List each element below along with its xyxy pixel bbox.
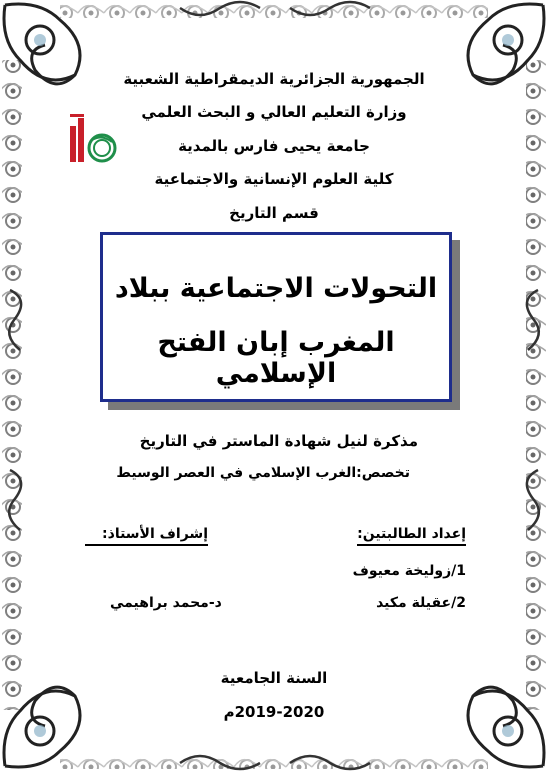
faculty-name: كلية العلوم الإنسانية والاجتماعية <box>154 170 394 188</box>
specialty-statement: تخصص:الغرب الإسلامي في العصر الوسيط <box>116 465 410 481</box>
supervisor-name: د-محمد براهيمي <box>110 595 222 611</box>
department-name: قسم التاريخ <box>229 204 319 222</box>
academic-year: 2019-2020م <box>223 703 325 721</box>
thesis-title-line2: المغرب إبان الفتح الإسلامي <box>157 327 395 389</box>
thesis-title-box <box>100 232 452 402</box>
republic-name: الجمهورية الجزائرية الديمقراطية الشعبية <box>123 70 425 88</box>
student-2: 2/عقيلة مكيد <box>376 595 466 611</box>
ministry-name: وزارة التعليم العالي و البحث العلمي <box>141 103 407 121</box>
thesis-title-line1: التحولات الاجتماعية ببلاد <box>114 273 438 304</box>
supervisor-label: إشراف الأستاذ: <box>85 526 208 546</box>
university-name: جامعة يحيى فارس بالمدية <box>178 137 370 155</box>
students-label: إعداد الطالبتين: <box>357 526 466 546</box>
academic-year-label: السنة الجامعية <box>220 669 328 687</box>
student-1: 1/زوليخة معيوف <box>352 563 466 579</box>
degree-statement: مذكرة لنيل شهادة الماستر في التاريخ <box>139 432 418 450</box>
